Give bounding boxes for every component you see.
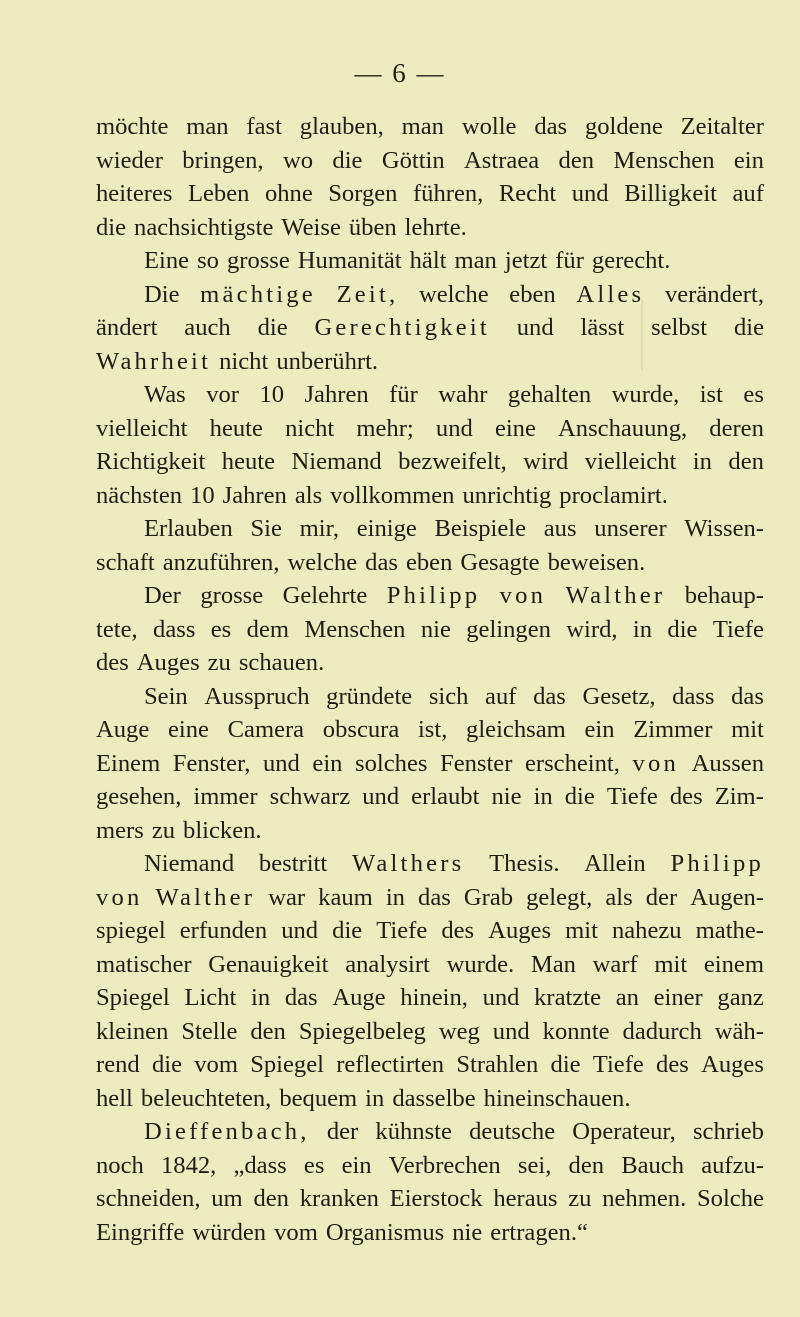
text-line: Erlauben Sie mir, einige Beispiele aus unserer Wissen- — [144, 515, 764, 542]
text-line: Die mächtige Zeit, welche eben Alles verändert, — [144, 280, 764, 308]
text-line: wieder bringen, wo die Göttin Astraea den Menschen ein — [96, 146, 764, 174]
text-line: Einem Fenster, und ein solches Fenster erscheint, von Aussen — [96, 749, 764, 777]
text-line: gesehen, immer schwarz und erlaubt nie in die Tiefe des Zim- — [96, 783, 764, 810]
text-line: Niemand bestritt Walthers Thesis. Allein Philipp — [144, 850, 764, 877]
text-line: noch 1842, „dass es ein Verbrechen sei, den Bauch aufzu- — [96, 1151, 764, 1179]
text-line: rend die vom Spiegel reflectirten Strahlen die Tiefe des Auges — [96, 1051, 764, 1078]
text-line: des Auges zu schauen. — [96, 649, 325, 676]
text-line: kleinen Stelle den Spiegelbeleg weg und konnte dadurch wäh- — [96, 1017, 764, 1045]
text-line: ändert auch die Gerechtigkeit und lässt selbst die — [96, 314, 764, 341]
text-line: tete, dass es dem Menschen nie gelingen wird, in die Tiefe — [96, 615, 764, 643]
text-line: Der grosse Gelehrte Philipp von Walther behaup- — [144, 582, 764, 609]
text-line: Was vor 10 Jahren für wahr gehalten wurde, ist es — [144, 381, 764, 408]
text-line: Eine so grosse Humanität hält man jetzt für gerecht. — [144, 247, 671, 274]
text-line: mers zu blicken. — [96, 816, 262, 844]
text-line: schneiden, um den kranken Eierstock heraus zu nehmen. Solche — [96, 1185, 764, 1212]
text-line: Auge eine Camera obscura ist, gleichsam ein Zimmer mit — [96, 716, 764, 743]
text-line: Richtigkeit heute Niemand bezweifelt, wird vielleicht in den — [96, 448, 764, 475]
text-line: die nachsichtigste Weise üben lehrte. — [96, 213, 467, 241]
text-line: matischer Genauigkeit analysirt wurde. Man warf mit einem — [96, 950, 764, 978]
text-line: möchte man fast glauben, man wolle das goldene Zeitalter — [96, 113, 764, 140]
text-line: schaft anzuführen, welche das eben Gesagte beweisen. — [96, 548, 646, 576]
text-line: hell beleuchteten, bequem in dasselbe hineinschauen. — [96, 1084, 631, 1112]
text-line: Sein Ausspruch gründete sich auf das Gesetz, dass das — [144, 682, 764, 710]
text-line: heiteres Leben ohne Sorgen führen, Recht und Billigkeit auf — [96, 180, 764, 207]
text-line: vielleicht heute nicht mehr; und eine Anschauung, deren — [96, 414, 764, 442]
text-line: Dieffenbach, der kühnste deutsche Operateur, schrieb — [144, 1118, 764, 1145]
text-line: Spiegel Licht in das Auge hinein, und kratzte an einer ganz — [96, 984, 764, 1011]
text-line: von Walther war kaum in das Grab gelegt, als der Augen- — [96, 883, 764, 911]
text-line: spiegel erfunden und die Tiefe des Auges mit nahezu mathe- — [96, 917, 764, 944]
body-text — [96, 110, 764, 1249]
text-line: nächsten 10 Jahren als vollkommen unrichtig proclamirt. — [96, 481, 668, 509]
text-line: Eingriffe würden vom Organismus nie ertragen.“ — [96, 1218, 588, 1246]
text-line: Wahrheit nicht unberührt. — [96, 347, 379, 375]
page-number: — 6 — — [354, 58, 446, 88]
